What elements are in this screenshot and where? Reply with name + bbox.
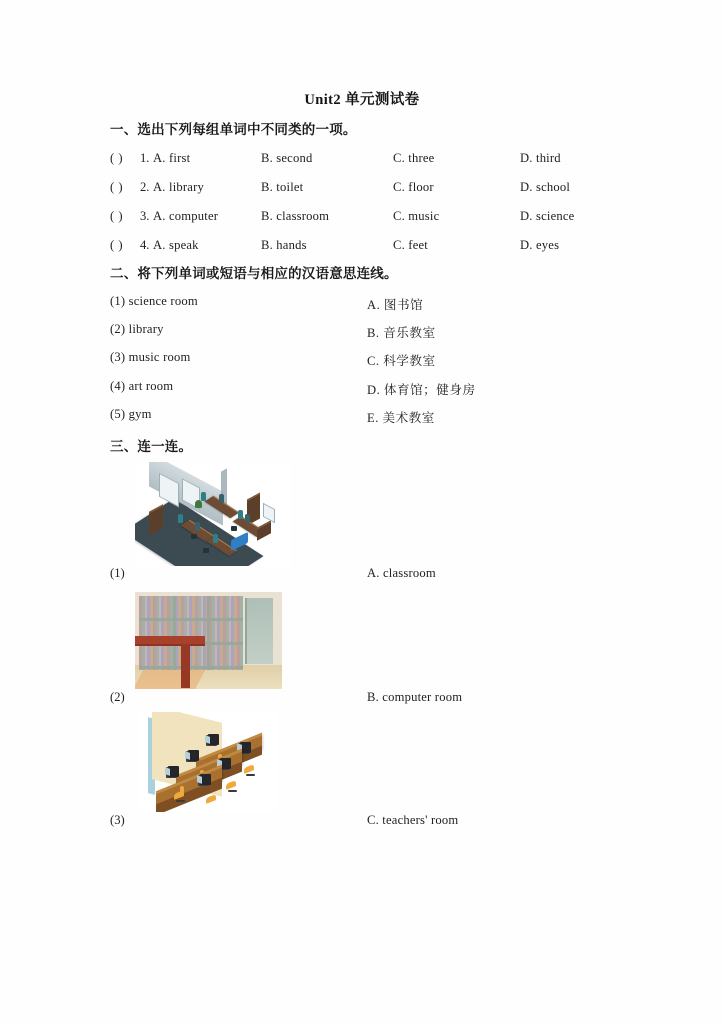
match-word-5[interactable]: (5) gym: [110, 407, 152, 421]
person-icon: [201, 492, 206, 501]
answer-bracket-1[interactable]: ( ): [110, 151, 124, 165]
bookshelf-wall: [139, 596, 243, 670]
option-a-2[interactable]: A. library: [153, 180, 204, 194]
question-row-4: [110, 238, 670, 258]
question-row-2: [110, 180, 670, 200]
match-row-4: [110, 379, 670, 399]
option-b-2[interactable]: B. toilet: [261, 180, 304, 194]
wall-poster-icon: [263, 503, 275, 523]
option-a-3[interactable]: A. computer: [153, 209, 219, 223]
answer-bracket-2[interactable]: ( ): [110, 180, 124, 194]
computer-room-illustration[interactable]: [140, 712, 278, 812]
option-a-1[interactable]: A. first: [153, 151, 191, 165]
picture-option-b[interactable]: B. computer room: [367, 690, 463, 704]
library-photo[interactable]: [135, 592, 282, 689]
option-a-4[interactable]: A. speak: [153, 238, 199, 252]
match-word-3[interactable]: (3) music room: [110, 350, 191, 364]
option-b-3[interactable]: B. classroom: [261, 209, 330, 223]
person-icon: [178, 514, 183, 523]
match-word-4[interactable]: (4) art room: [110, 379, 174, 393]
option-c-1[interactable]: C. three: [393, 151, 435, 165]
match-word-2[interactable]: (2) library: [110, 322, 164, 336]
teachers-room-illustration[interactable]: [135, 462, 291, 566]
match-meaning-b[interactable]: B. 音乐教室: [367, 326, 436, 340]
door-icon: [245, 598, 273, 664]
option-c-3[interactable]: C. music: [393, 209, 440, 223]
sideboard-icon: [257, 520, 271, 540]
monitor-icon: [208, 734, 219, 745]
person-icon: [213, 534, 218, 543]
section-heading-1: 一、选出下列每组单词中不同类的一项。: [110, 122, 357, 137]
shelf-upright: [207, 596, 210, 670]
match-meaning-d[interactable]: D. 体育馆；健身房: [367, 383, 476, 397]
picture-label-3: (3): [110, 813, 125, 827]
sunlight-patch: [135, 667, 207, 689]
answer-bracket-3[interactable]: ( ): [110, 209, 124, 223]
person-icon: [219, 494, 224, 503]
monitor-icon: [168, 766, 179, 777]
monitor-icon: [188, 750, 199, 761]
option-d-2[interactable]: D. school: [520, 180, 571, 194]
question-number-2: 2.: [140, 180, 150, 194]
chair-base: [176, 800, 185, 802]
page-title: Unit2 单元测试卷: [304, 92, 420, 108]
person-icon: [238, 510, 243, 519]
chair-back: [180, 786, 184, 793]
chair-icon: [231, 526, 237, 531]
question-row-1: [110, 151, 670, 171]
match-row-2: [110, 322, 670, 342]
option-d-4[interactable]: D. eyes: [520, 238, 560, 252]
person-icon: [195, 522, 200, 531]
picture-option-c[interactable]: C. teachers' room: [367, 813, 459, 827]
table-leg: [181, 644, 190, 688]
question-number-4: 4.: [140, 238, 150, 252]
answer-bracket-4[interactable]: ( ): [110, 238, 124, 252]
chair-base: [246, 774, 255, 776]
question-row-3: [110, 209, 670, 229]
chair-icon: [244, 764, 254, 774]
shelf-divider: [139, 666, 243, 669]
option-b-4[interactable]: B. hands: [261, 238, 307, 252]
section-heading-3: 三、连一连。: [110, 439, 193, 454]
monitor-icon: [200, 774, 211, 785]
picture-label-2: (2): [110, 690, 125, 704]
match-row-3: [110, 350, 670, 370]
chair-base: [228, 790, 237, 792]
reading-table: [135, 636, 205, 644]
option-d-3[interactable]: D. science: [520, 209, 575, 223]
chair-icon: [191, 534, 197, 539]
option-b-1[interactable]: B. second: [261, 151, 313, 165]
chair-icon: [206, 794, 216, 804]
shelf-divider: [139, 618, 243, 621]
question-number-3: 3.: [140, 209, 150, 223]
match-row-5: [110, 407, 670, 427]
match-meaning-a[interactable]: A. 图书馆: [367, 298, 424, 312]
person-icon: [245, 514, 250, 523]
match-meaning-e[interactable]: E. 美术教室: [367, 411, 435, 425]
section-heading-2: 二、将下列单词或短语与相应的汉语意思连线。: [110, 266, 398, 281]
chair-icon: [203, 548, 209, 553]
match-row-1: [110, 294, 670, 314]
shelf-upright: [173, 596, 176, 670]
option-c-2[interactable]: C. floor: [393, 180, 434, 194]
match-word-1[interactable]: (1) science room: [110, 294, 198, 308]
question-number-1: 1.: [140, 151, 150, 165]
option-c-4[interactable]: C. feet: [393, 238, 428, 252]
picture-option-a[interactable]: A. classroom: [367, 566, 436, 580]
option-d-1[interactable]: D. third: [520, 151, 561, 165]
plant-icon: [195, 500, 202, 508]
chair-icon: [226, 780, 236, 790]
picture-label-1: (1): [110, 566, 125, 580]
match-meaning-c[interactable]: C. 科学教室: [367, 354, 436, 368]
